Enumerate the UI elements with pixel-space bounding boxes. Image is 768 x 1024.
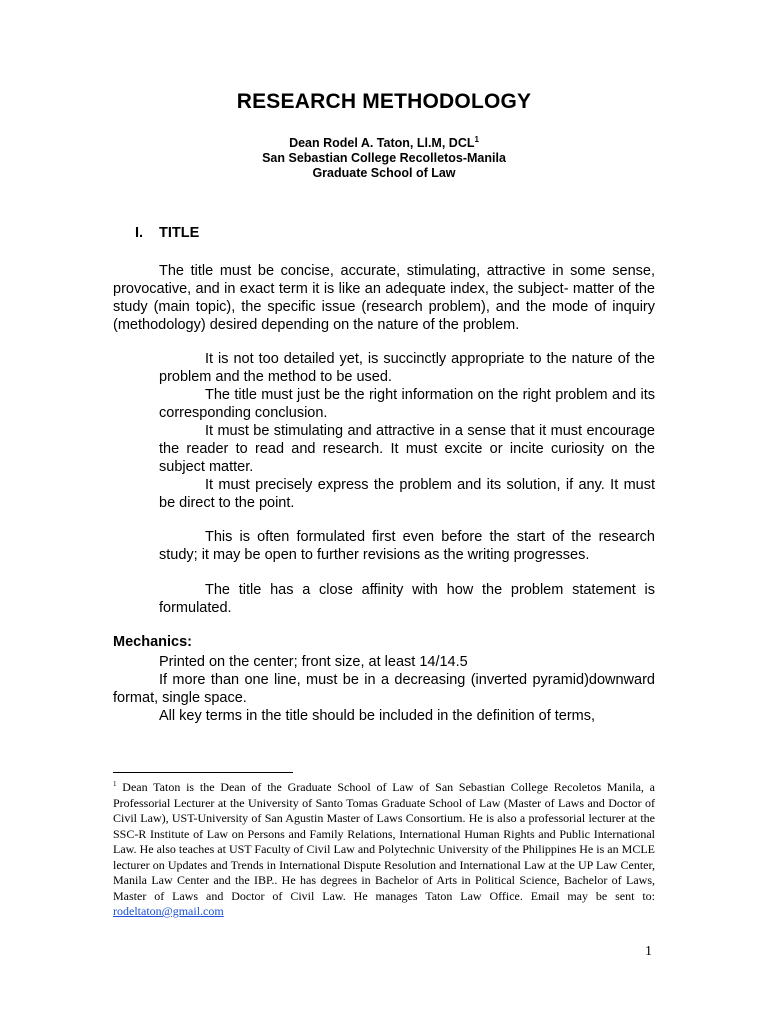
intro-paragraph: The title must be concise, accurate, stimulating, attractive in some sense, provocative, and in exact term it is like an adequate index, the subject- matter of the study (main topic), the specific issue (research problem), and the mode of inquiry (methodology) desired depending on the nature of the problem. — [113, 263, 655, 333]
criteria-item: It is not too detailed yet, is succinctly appropriate to the nature of the problem and the method to be used. — [159, 351, 655, 385]
mechanics-line: All key terms in the title should be included in the definition of terms, — [159, 708, 596, 724]
mechanics-heading: Mechanics: — [113, 634, 192, 650]
footnote — [113, 780, 655, 920]
author-name: Dean Rodel A. Taton, Ll.M, DCL — [289, 136, 475, 150]
author-block — [0, 136, 768, 181]
page-title: RESEARCH METHODOLOGY — [236, 90, 532, 113]
criteria-block — [159, 350, 655, 512]
author-name-line — [0, 136, 768, 151]
footnote-reference[interactable]: 1 — [474, 134, 479, 144]
mechanics-line: If more than one line, must be in a decreasing (inverted pyramid)downward format, single space. — [113, 672, 655, 706]
footnote-marker: 1 — [113, 780, 117, 788]
footnote-separator — [113, 772, 293, 773]
criteria-item: It must precisely express the problem and its solution, if any. It must be direct to the point. — [159, 477, 655, 511]
criteria-item: It must be stimulating and attractive in a sense that it must encourage the reader to read and research. It must excite or incite curiosity on the subject matter. — [159, 423, 655, 475]
formulation-paragraph: This is often formulated first even before the start of the research study; it may be open to further revisions as the writing progresses. — [159, 529, 655, 563]
section-number: I. — [135, 225, 144, 241]
email-link[interactable]: rodeltaton@gmail.com — [113, 904, 224, 918]
author-school: Graduate School of Law — [312, 166, 456, 180]
page-number: 1 — [645, 944, 652, 959]
affinity-paragraph: The title has a close affinity with how the problem statement is formulated. — [159, 582, 655, 616]
criteria-item: The title must just be the right information on the right problem and its corresponding conclusion. — [159, 387, 655, 421]
section-title: TITLE — [159, 225, 200, 241]
footnote-text: Dean Taton is the Dean of the Graduate School of Law of San Sebastian College Recoletos Manila, a Professorial Lecturer at the University of Santo Tomas Graduate School of Law (Master of Laws and Doctor of Civil Law), UST-University of San Agustin Master of Laws Consortium. He is also a professorial lecturer at the SSC-R Institute of Law on Persons and Family Relations, International Human Rights and Public International Law. He also teaches at UST Faculty of Civil Law and Polytechnic University of the Philippines He is an MCLE lecturer on Updates and Trends in International Dispute Resolution and International Law at the UP Law Center, Manila Law Center and the IBP.. He has degrees in Bachelor of Arts in Political Science, Bachelor of Laws, Master of Laws and Doctor of Civil Law. He manages Taton Law Office. Email may be sent to: — [113, 780, 655, 903]
section-heading — [135, 225, 199, 241]
mechanics-line: Printed on the center; front size, at least 14/14.5 — [159, 654, 468, 670]
author-institution: San Sebastian College Recolletos-Manila — [262, 151, 506, 165]
